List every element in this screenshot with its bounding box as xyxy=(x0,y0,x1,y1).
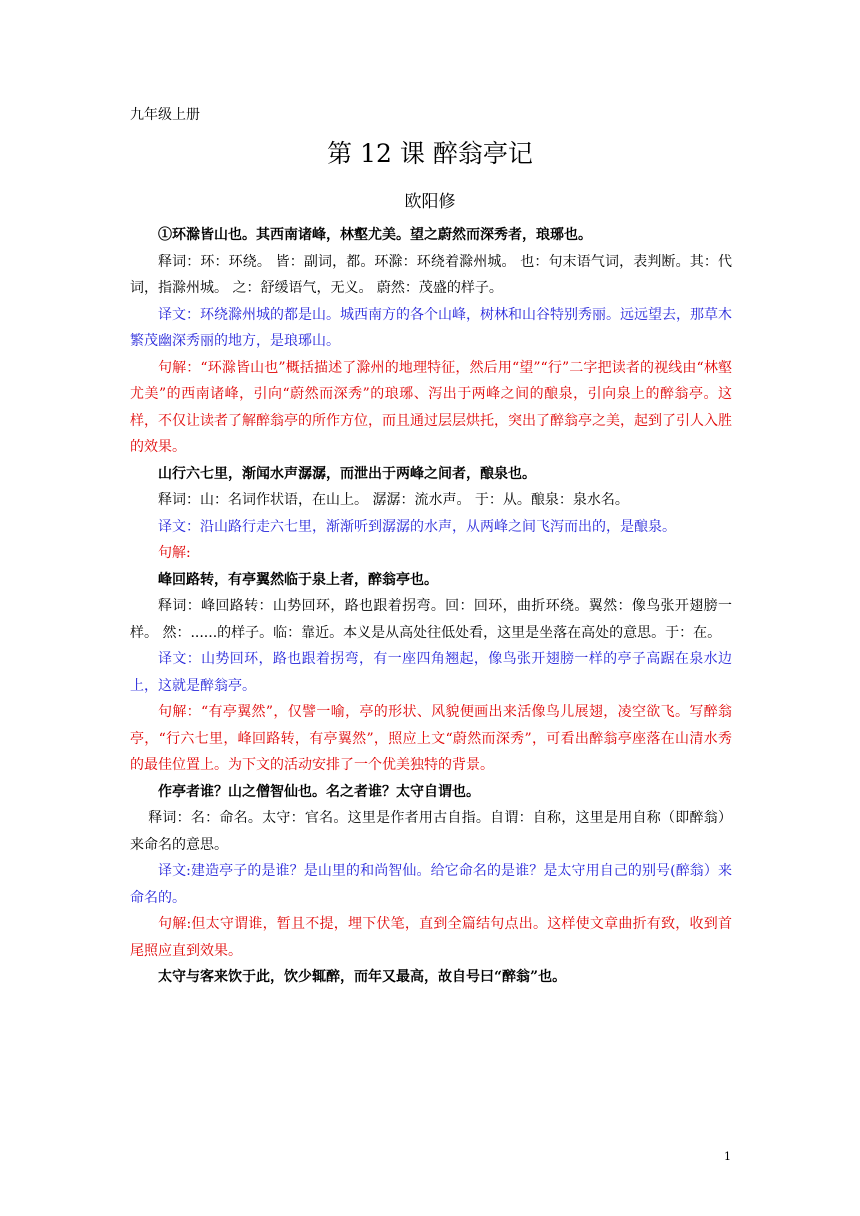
sentence-analysis-paragraph: 句解：“有亭翼然”，仅譬一喻，亭的形状、风貌便画出来活像鸟儿展翅，凌空欲飞。写醉翁亭，“行六七里，峰回路转，有亭翼然”，照应上文“蔚然而深秀”，可看出醉翁亭座落在山清水秀的最佳位置上。为下文的活动安排了一个优美独特的背景。 xyxy=(130,704,732,773)
sentence-analysis-paragraph: 句解:但太守谓谁，暂且不提，埋下伏笔，直到全篇结句点出。这样使文章曲折有致，收到首尾照应直到效果。 xyxy=(130,916,732,959)
word-explanation-paragraph: 释词：环：环绕。 皆：副词，都。环滁：环绕着滁州城。 也：句末语气词，表判断。其：代词，指滁州城。 之：舒缓语气，无义。 蔚然：茂盛的样子。 xyxy=(130,253,732,296)
original-text-paragraph: 峰回路转，有亭翼然临于泉上者，醉翁亭也。 xyxy=(158,571,438,588)
original-text-paragraph: ①环滁皆山也。其西南诸峰，林壑尤美。望之蔚然而深秀者，琅琊也。 xyxy=(158,227,592,243)
page-number: 1 xyxy=(724,1150,731,1163)
translation-paragraph: 译文:建造亭子的是谁？是山里的和尚智仙。给它命名的是谁？是太守用自己的别号(醉翁）来命名的。 xyxy=(130,863,732,906)
author-name: 欧阳修 xyxy=(404,192,456,212)
word-explanation-paragraph: 释词：山：名词作状语，在山上。 潺潺：流水声。 于：从。酿泉：泉水名。 xyxy=(158,492,629,508)
sentence-analysis-paragraph: 句解: xyxy=(158,545,191,561)
lesson-content xyxy=(130,222,732,991)
original-text-paragraph: 太守与客来饮于此，饮少辄醉，而年又最高，故自号曰“醉翁”也。 xyxy=(158,969,567,985)
translation-paragraph: 译文：山势回环，路也跟着拐弯，有一座四角翘起，像鸟张开翅膀一样的亭子高踞在泉水边上，这就是醉翁亭。 xyxy=(130,651,732,694)
lesson-title: 第 12 课 醉翁亭记 xyxy=(327,139,533,168)
original-text-paragraph: 作亭者谁？山之僧智仙也。名之者谁？太守自谓也。 xyxy=(158,783,480,800)
translation-paragraph: 译文：沿山路行走六七里，渐渐听到潺潺的水声，从两峰之间飞泻而出的，是酿泉。 xyxy=(158,518,676,535)
word-explanation-paragraph: 释词：名：命名。太守：官名。这里是作者用古自指。自谓：自称，这里是用自称（即醉翁）来命名的意思。 xyxy=(130,810,732,853)
grade-label: 九年级上册 xyxy=(130,107,200,123)
sentence-analysis-paragraph: 句解：“环滁皆山也”概括描述了滁州的地理特征，然后用“望”“行”二字把读者的视线由“林壑尤美”的西南诸峰，引向“蔚然而深秀”的琅琊、泻出于两峰之间的酿泉，引向泉上的醉翁亭。这样，不仅让读者了解醉翁亭的所作方位，而且通过层层烘托，突出了醉翁亭之美，起到了引人入胜的效果。 xyxy=(130,359,732,455)
original-text-paragraph: 山行六七里，渐闻水声潺潺，而泄出于两峰之间者，酿泉也。 xyxy=(158,465,536,482)
translation-paragraph: 译文：环绕滁州城的都是山。城西南方的各个山峰，树林和山谷特别秀丽。远远望去，那草木繁茂幽深秀丽的地方，是琅琊山。 xyxy=(130,306,732,349)
word-explanation-paragraph: 释词：峰回路转：山势回环，路也跟着拐弯。回：回环，曲折环绕。翼然：像鸟张开翅膀一样。 然：......的样子。临：靠近。本义是从高处往低处看，这里是坐落在高处的意思。于：在。 xyxy=(130,598,732,641)
